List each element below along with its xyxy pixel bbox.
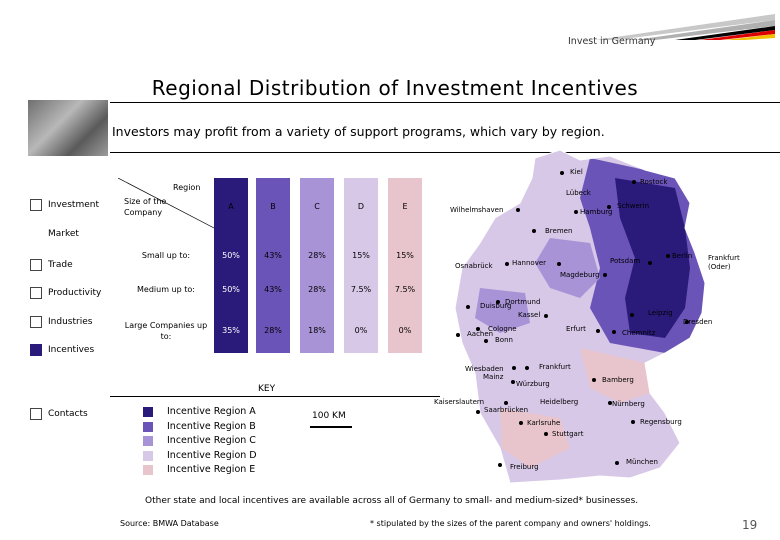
city-label: Duisburg: [480, 302, 512, 310]
city-label: Dortmund: [505, 298, 541, 306]
swatch-icon: [143, 465, 153, 475]
city-dot: [544, 314, 548, 318]
city-dot: [560, 171, 564, 175]
city-label: Potsdam: [610, 257, 641, 265]
row-label-large: Large Companies up to:: [124, 321, 208, 341]
city-label: Hamburg: [580, 208, 613, 216]
city-dot: [505, 262, 509, 266]
brand-logo: Invest in Germany: [568, 36, 656, 47]
key-item-label: Incentive Region B: [167, 421, 256, 432]
city-dot: [525, 366, 529, 370]
title-divider: [110, 102, 780, 103]
city-label: Rostock: [640, 178, 668, 186]
city-label: Bonn: [495, 336, 513, 344]
city-label: Saarbrücken: [484, 406, 529, 414]
city-dot: [648, 261, 652, 265]
column-header-c: C: [314, 202, 320, 211]
city-dot: [456, 333, 460, 337]
nav-item-contacts[interactable]: [30, 408, 88, 420]
city-label: Osnabrück: [455, 262, 493, 270]
nav-checkbox-icon: [30, 344, 42, 356]
city-dot: [557, 262, 561, 266]
row-label-medium: Medium up to:: [137, 285, 195, 294]
corner-region-label: Region: [173, 183, 201, 192]
city-dot: [544, 432, 548, 436]
city-dot: [632, 180, 636, 184]
city-label: Cologne: [488, 325, 517, 333]
key-item-a: [143, 406, 256, 417]
city-dot: [519, 421, 523, 425]
city-label: Dresden: [683, 318, 713, 326]
nav-item-label: Industries: [48, 317, 93, 327]
city-dot: [574, 210, 578, 214]
row-label-small: Small up to:: [141, 251, 191, 260]
city-label: Bamberg: [602, 376, 634, 384]
footnote: * stipulated by the sizes of the parent company and owners' holdings.: [370, 519, 651, 528]
page-subtitle: Investors may profit from a variety of support programs, which vary by region.: [112, 124, 605, 139]
table-cell: 28%: [308, 251, 326, 260]
key-item-label: Incentive Region D: [167, 450, 257, 461]
nav-item-label: Productivity: [48, 288, 102, 298]
table-cell: 28%: [308, 285, 326, 294]
city-label: Erfurt: [566, 325, 586, 333]
page-number: 19: [742, 518, 758, 532]
city-dot: [516, 208, 520, 212]
column-header-d: D: [357, 202, 365, 211]
city-dot: [630, 313, 634, 317]
key-item-label: Incentive Region C: [167, 435, 256, 446]
nav-item-label: Incentives: [48, 345, 95, 355]
corner-size-label: Size of the Company: [124, 197, 167, 217]
page-title: Regional Distribution of Investment Incentives: [151, 76, 639, 100]
key-item-c: [143, 435, 256, 446]
table-cell: 43%: [264, 251, 282, 260]
nav-item-incentives[interactable]: [30, 344, 94, 356]
city-label: Berlin: [672, 252, 693, 260]
column-header-a: A: [228, 202, 234, 211]
key-item-b: [143, 421, 256, 432]
nav-item-investment[interactable]: [30, 199, 99, 211]
city-label: Heidelberg: [540, 398, 579, 406]
table-cell: 50%: [222, 251, 240, 260]
city-label: Kassel: [518, 311, 541, 319]
table-cell: 50%: [222, 285, 240, 294]
key-item-e: [143, 464, 255, 475]
table-cell: 28%: [264, 326, 282, 335]
nav-checkbox-icon: [30, 259, 42, 271]
city-label: Leipzig: [648, 309, 673, 317]
city-label: Bremen: [545, 227, 573, 235]
nav-item-industries[interactable]: [30, 316, 92, 328]
city-label: Frankfurt (Oder): [708, 254, 740, 271]
city-dot: [615, 461, 619, 465]
city-dot: [603, 273, 607, 277]
swatch-icon: [143, 451, 153, 461]
source-label: Source: BMWA Database: [120, 519, 219, 528]
table-cell: 0%: [354, 326, 368, 335]
nav-checkbox-icon: [30, 316, 42, 328]
nav-item-trade[interactable]: [30, 259, 73, 271]
incentive-table: [118, 178, 440, 353]
column-header-e: E: [402, 202, 408, 211]
city-label: Aachen: [467, 330, 494, 338]
city-dot: [484, 339, 488, 343]
city-label: Kiel: [570, 168, 583, 176]
city-dot: [511, 380, 515, 384]
table-cell: 35%: [222, 326, 240, 335]
nav-checkbox-icon: [30, 287, 42, 299]
city-label: Mainz: [483, 373, 504, 381]
city-label: Schwerin: [617, 202, 650, 210]
scale-bar: [310, 426, 352, 428]
city-label: Freiburg: [510, 463, 539, 471]
city-label: Regensburg: [640, 418, 682, 426]
city-dot: [498, 463, 502, 467]
nav-checkbox-icon: [30, 199, 42, 211]
city-label: Nürnberg: [612, 400, 645, 408]
scale-label: 100 KM: [312, 411, 346, 421]
city-label: München: [626, 458, 658, 466]
swatch-icon: [143, 407, 153, 417]
table-cell: 18%: [308, 326, 326, 335]
germany-map: [440, 148, 780, 488]
table-cell: 0%: [398, 326, 412, 335]
city-dot: [532, 229, 536, 233]
city-label: Wilhelmshaven: [450, 206, 504, 214]
table-cell: 43%: [264, 285, 282, 294]
key-title: KEY: [258, 384, 276, 394]
city-label: Stuttgart: [552, 430, 584, 438]
incentives-note: Other state and local incentives are available across all of Germany to small- and medium-sized* businesses.: [145, 496, 639, 506]
nav-item-label: Contacts: [48, 409, 88, 419]
city-dot: [612, 330, 616, 334]
city-label: Karlsruhe: [527, 419, 561, 427]
city-label: Chemnitz: [622, 329, 656, 337]
swatch-icon: [143, 422, 153, 432]
nav-item-label: Investment: [48, 200, 99, 210]
city-dot: [596, 329, 600, 333]
city-dot: [592, 378, 596, 382]
key-item-label: Incentive Region E: [167, 464, 256, 475]
nav-item-market[interactable]: [48, 229, 79, 239]
table-cell: 7.5%: [394, 285, 416, 294]
header-photo: [28, 100, 108, 156]
city-dot: [504, 401, 508, 405]
key-item-label: Incentive Region A: [167, 406, 256, 417]
nav-checkbox-icon: [30, 408, 42, 420]
key-divider: [110, 396, 440, 397]
city-dot: [476, 410, 480, 414]
city-label: Würzburg: [516, 380, 550, 388]
city-label: Frankfurt: [539, 363, 571, 371]
city-label: Kaiserslautern: [434, 398, 485, 406]
city-label: Wiesbaden: [465, 365, 504, 373]
table-cell: 15%: [396, 251, 414, 260]
column-header-b: B: [270, 202, 276, 211]
table-cell: 15%: [352, 251, 370, 260]
nav-item-label: Trade: [48, 260, 73, 270]
city-label: Magdeburg: [560, 271, 600, 279]
nav-item-productivity[interactable]: [30, 287, 101, 299]
city-label: Hannover: [512, 259, 547, 267]
key-item-d: [143, 450, 257, 461]
city-label: Lübeck: [566, 189, 591, 197]
swatch-icon: [143, 436, 153, 446]
city-dot: [631, 420, 635, 424]
city-dot: [512, 366, 516, 370]
nav-item-label: Market: [48, 229, 79, 239]
city-dot: [666, 254, 670, 258]
table-cell: 7.5%: [350, 285, 372, 294]
city-dot: [466, 305, 470, 309]
